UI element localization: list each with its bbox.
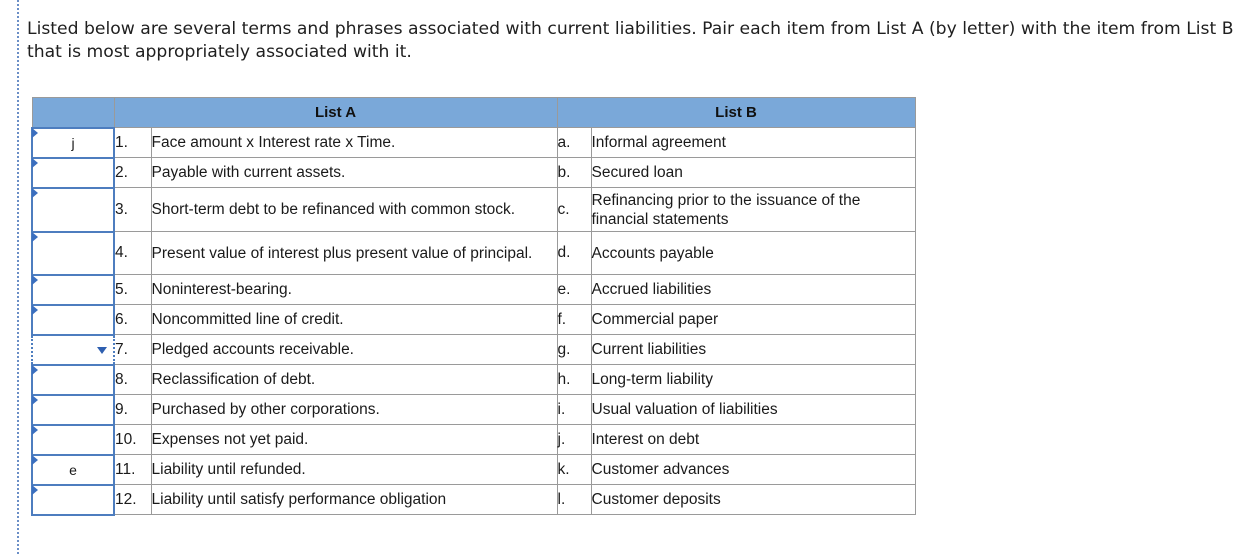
list-b-item: Customer deposits (591, 485, 915, 515)
matching-table (31, 97, 916, 516)
table-row (32, 485, 915, 515)
answer-select-9[interactable] (32, 395, 114, 425)
list-b-letter: k. (557, 455, 591, 485)
list-b-item: Commercial paper (591, 305, 915, 335)
list-a-item: Present value of interest plus present value of principal. (151, 232, 557, 275)
unanswered-flag-icon (32, 365, 38, 375)
unanswered-flag-icon (32, 188, 38, 198)
list-b-item: Interest on debt (591, 425, 915, 455)
list-a-number: 10. (114, 425, 151, 455)
table-row (32, 128, 915, 158)
unanswered-flag-icon (32, 425, 38, 435)
list-b-letter: d. (557, 232, 591, 275)
list-a-number: 9. (114, 395, 151, 425)
list-a-item: Noncommitted line of credit. (151, 305, 557, 335)
list-b-item: Accrued liabilities (591, 275, 915, 305)
list-a-number: 2. (114, 158, 151, 188)
unanswered-flag-icon (32, 275, 38, 285)
list-a-item: Purchased by other corporations. (151, 395, 557, 425)
unanswered-flag-icon (32, 395, 38, 405)
list-a-item: Reclassification of debt. (151, 365, 557, 395)
list-a-item: Noninterest-bearing. (151, 275, 557, 305)
list-b-letter: b. (557, 158, 591, 188)
list-a-number: 7. (114, 335, 151, 365)
list-b-letter: f. (557, 305, 591, 335)
answer-select-8[interactable] (32, 365, 114, 395)
list-b-letter: a. (557, 128, 591, 158)
answer-value: j (71, 134, 75, 151)
answer-select-3[interactable] (32, 188, 114, 232)
unanswered-flag-icon (32, 305, 38, 315)
list-b-item: Informal agreement (591, 128, 915, 158)
table-row (32, 305, 915, 335)
unanswered-flag-icon (32, 128, 38, 138)
answer-select-5[interactable] (32, 275, 114, 305)
table-row (32, 425, 915, 455)
list-b-letter: c. (557, 188, 591, 232)
unanswered-flag-icon (32, 455, 38, 465)
table-row (32, 395, 915, 425)
list-b-item: Customer advances (591, 455, 915, 485)
list-a-item: Expenses not yet paid. (151, 425, 557, 455)
list-a-item: Short-term debt to be refinanced with common stock. (151, 188, 557, 232)
list-a-number: 1. (114, 128, 151, 158)
table-row (32, 275, 915, 305)
unanswered-flag-icon (32, 158, 38, 168)
list-a-number: 4. (114, 232, 151, 275)
answer-select-10[interactable] (32, 425, 114, 455)
dropdown-caret-icon[interactable] (97, 347, 107, 354)
list-b-item: Long-term liability (591, 365, 915, 395)
list-b-letter: j. (557, 425, 591, 455)
list-b-item: Accounts payable (591, 232, 915, 275)
list-b-letter: l. (557, 485, 591, 515)
table-row (32, 188, 915, 232)
list-b-item: Secured loan (591, 158, 915, 188)
list-b-item: Usual valuation of liabilities (591, 395, 915, 425)
list-b-item: Refinancing prior to the issuance of the financial statements (591, 188, 915, 232)
answer-select-4[interactable] (32, 232, 114, 275)
list-a-item: Liability until satisfy performance obligation (151, 485, 557, 515)
table-header-row (32, 98, 915, 128)
list-a-header: List A (114, 98, 557, 128)
table-row (32, 335, 915, 365)
unanswered-flag-icon (32, 232, 38, 242)
answer-select-1[interactable] (32, 128, 114, 158)
list-a-number: 8. (114, 365, 151, 395)
answer-select-12[interactable] (32, 485, 114, 515)
list-a-number: 5. (114, 275, 151, 305)
list-b-letter: g. (557, 335, 591, 365)
left-focus-rule (17, 0, 19, 554)
answer-select-2[interactable] (32, 158, 114, 188)
list-a-number: 12. (114, 485, 151, 515)
list-a-number: 11. (114, 455, 151, 485)
table-row (32, 232, 915, 275)
list-a-number: 3. (114, 188, 151, 232)
list-a-item: Payable with current assets. (151, 158, 557, 188)
list-b-item: Current liabilities (591, 335, 915, 365)
answer-select-7[interactable] (32, 335, 114, 365)
table-row (32, 455, 915, 485)
answer-value: e (69, 461, 77, 478)
list-b-letter: h. (557, 365, 591, 395)
instructions-text: Listed below are several terms and phrases associated with current liabilities. Pair each item from List A (by letter) with the item from List B that is most appropriately associated with it. (27, 19, 1234, 62)
table-row (32, 158, 915, 188)
list-b-letter: i. (557, 395, 591, 425)
unanswered-flag-icon (32, 485, 38, 495)
answer-select-11[interactable] (32, 455, 114, 485)
answer-column-header (32, 98, 114, 128)
list-a-item: Pledged accounts receivable. (151, 335, 557, 365)
table-row (32, 365, 915, 395)
list-a-item: Liability until refunded. (151, 455, 557, 485)
answer-select-6[interactable] (32, 305, 114, 335)
list-a-item: Face amount x Interest rate x Time. (151, 128, 557, 158)
list-b-header: List B (557, 98, 915, 128)
list-a-number: 6. (114, 305, 151, 335)
list-b-letter: e. (557, 275, 591, 305)
